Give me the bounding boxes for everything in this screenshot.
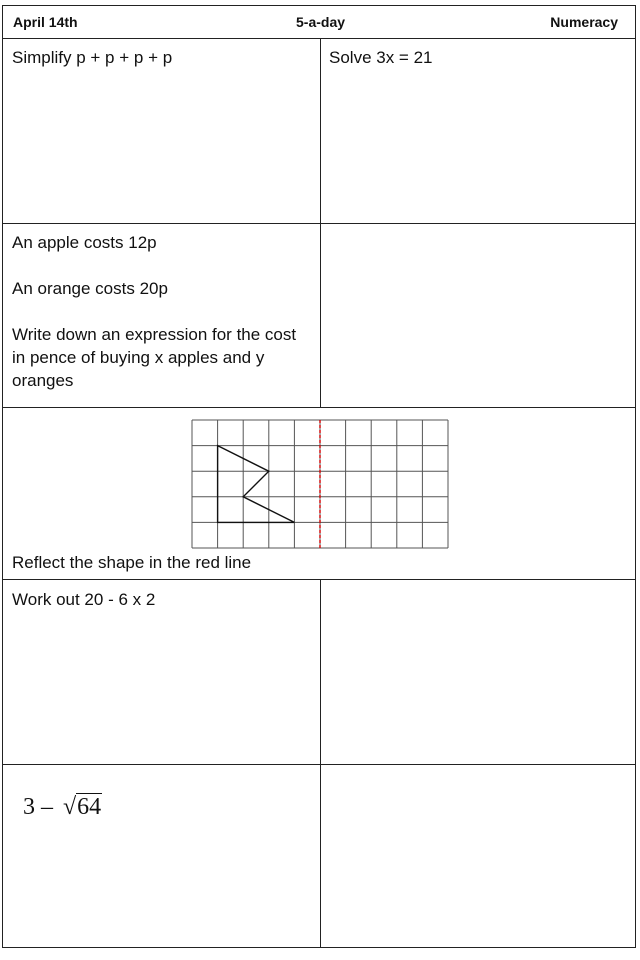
column-divider [320, 39, 321, 407]
reflection-grid [191, 419, 449, 554]
grid-diagram [191, 419, 449, 549]
question-line-apple: An apple costs 12p [12, 233, 157, 252]
question-line-orange: An orange costs 20p [12, 279, 168, 298]
worksheet [2, 5, 636, 948]
worksheet-header [3, 6, 635, 39]
question-line-instruction: Write down an expression for the cost in pence of buying x apples and y oranges [12, 325, 297, 390]
row-divider [3, 764, 635, 765]
header-title: 5-a-day [296, 14, 346, 30]
question-solve [329, 46, 629, 69]
question-text: Solve 3x = 21 [329, 48, 433, 67]
question-simplify [12, 46, 312, 69]
column-divider [320, 579, 321, 947]
question-expression [12, 231, 302, 392]
question-work-out [12, 588, 312, 611]
question-square-root [23, 794, 102, 821]
sqrt-symbol-icon: √ [63, 794, 77, 820]
question-text: Simplify p + p + p + p [12, 48, 173, 67]
row-divider [3, 223, 635, 224]
radicand: 64 [77, 794, 102, 820]
row-divider [3, 407, 635, 408]
question-text: Work out 20 - 6 x 2 [12, 590, 156, 609]
header-date: April 14th [13, 14, 78, 30]
header-subject: Numeracy [550, 14, 618, 30]
row-divider [3, 579, 635, 580]
question-reflect [12, 551, 412, 574]
question-text: Reflect the shape in the red line [12, 553, 252, 572]
flag-shape [218, 446, 295, 523]
expression-prefix: 3 – [23, 794, 53, 820]
